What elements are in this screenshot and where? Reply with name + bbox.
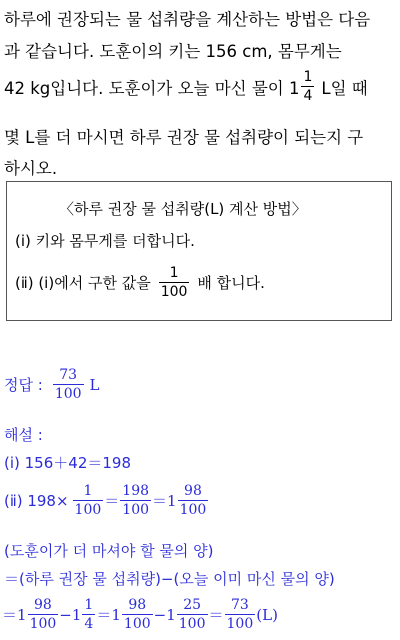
equals-sign: ＝ xyxy=(152,492,168,510)
solution-line-4: ＝(하루 권장 물 섭취량)−(오늘 이미 마신 물의 양) xyxy=(4,570,335,588)
method-box xyxy=(6,181,392,321)
fraction-numerator: 73 xyxy=(225,598,256,615)
fraction-numerator: 1 xyxy=(159,266,190,283)
mixed-whole: 1 xyxy=(166,605,176,624)
problem-line-2: 과 같습니다. 도훈이의 키는 156 cm, 몸무게는 xyxy=(4,42,342,61)
minus-sign: − xyxy=(153,605,167,624)
solution-line-3: (도훈이가 더 마셔야 할 물의 양) xyxy=(4,542,214,560)
mixed-whole: 1 xyxy=(167,491,177,510)
solution-fraction xyxy=(28,598,59,631)
problem-line-3-end: L일 때 xyxy=(321,78,368,98)
fraction-denominator: 100 xyxy=(123,616,151,632)
fraction-numerator: 98 xyxy=(28,598,59,615)
fraction-numerator: 198 xyxy=(122,483,150,499)
mixed-fraction xyxy=(301,70,314,103)
fraction-numerator: 98 xyxy=(122,598,153,615)
solution-fraction xyxy=(73,484,104,517)
fraction-denominator: 100 xyxy=(122,502,150,518)
fraction-denominator: 100 xyxy=(178,616,206,632)
solution-fraction xyxy=(178,484,209,517)
solution-step-2-text: (ⅱ) 198× xyxy=(4,491,69,510)
fraction-numerator: 1 xyxy=(84,597,94,613)
problem-line-1: 하루에 권장되는 물 섭취량을 계산하는 방법은 다음 xyxy=(4,10,371,29)
fraction-denominator: 100 xyxy=(226,616,254,632)
answer-line xyxy=(4,368,100,401)
mixed-whole: 1 xyxy=(71,605,82,624)
method-step-2 xyxy=(15,266,265,299)
fraction-numerator: 73 xyxy=(53,368,84,385)
solution-label: 해설 : xyxy=(4,426,43,444)
method-step-2-text: (ⅱ) (ⅰ)에서 구한 값을 xyxy=(15,274,151,292)
solution-fraction xyxy=(177,598,208,631)
answer-fraction xyxy=(53,368,84,401)
answer-label: 정답 : xyxy=(4,376,43,394)
solution-fraction xyxy=(82,598,95,631)
fraction-denominator: 100 xyxy=(74,502,102,518)
problem-line-3 xyxy=(4,70,368,103)
solution-fraction xyxy=(120,484,151,517)
fraction-denominator: 100 xyxy=(54,386,82,402)
answer-unit: L xyxy=(89,375,100,394)
method-step-2-end: 배 합니다. xyxy=(197,274,265,292)
equals-sign: ＝ xyxy=(208,606,224,624)
fraction-numerator: 25 xyxy=(177,598,208,615)
fraction-numerator: 1 xyxy=(73,484,104,501)
fraction-denominator: 100 xyxy=(29,616,57,632)
solution-fraction xyxy=(122,598,153,631)
solution-fraction xyxy=(225,598,256,631)
unit-label: (L) xyxy=(256,605,278,624)
fraction-denominator: 100 xyxy=(160,284,188,300)
solution-step-2 xyxy=(4,484,209,517)
fraction-denominator: 4 xyxy=(303,88,313,104)
minus-sign: − xyxy=(59,605,72,624)
equals-sign: ＝ xyxy=(104,492,120,510)
fraction-denominator: 100 xyxy=(179,502,207,518)
problem-line-4: 몇 L를 더 마시면 하루 권장 물 섭취량이 되는지 구 xyxy=(4,128,364,147)
mixed-whole: 1 xyxy=(17,605,27,624)
fraction-numerator: 98 xyxy=(178,484,209,501)
method-fraction xyxy=(159,266,190,299)
method-step-1: (ⅰ) 키와 몸무게를 더합니다. xyxy=(15,232,195,250)
fraction-numerator: 1 xyxy=(303,69,313,85)
mixed-whole: 1 xyxy=(111,605,121,624)
solution-line-5 xyxy=(2,598,278,631)
problem-line-3-text: 42 kg입니다. 도훈이가 오늘 마신 물이 1 xyxy=(4,78,300,98)
equals-sign: ＝ xyxy=(96,606,112,624)
equals-sign: ＝ xyxy=(2,606,18,624)
method-box-title: 〈하루 권장 물 섭취량(L) 계산 방법〉 xyxy=(59,200,307,218)
solution-step-1: (ⅰ) 156＋42＝198 xyxy=(4,454,131,472)
problem-line-5: 하시오. xyxy=(4,159,58,178)
fraction-denominator: 4 xyxy=(84,616,94,632)
